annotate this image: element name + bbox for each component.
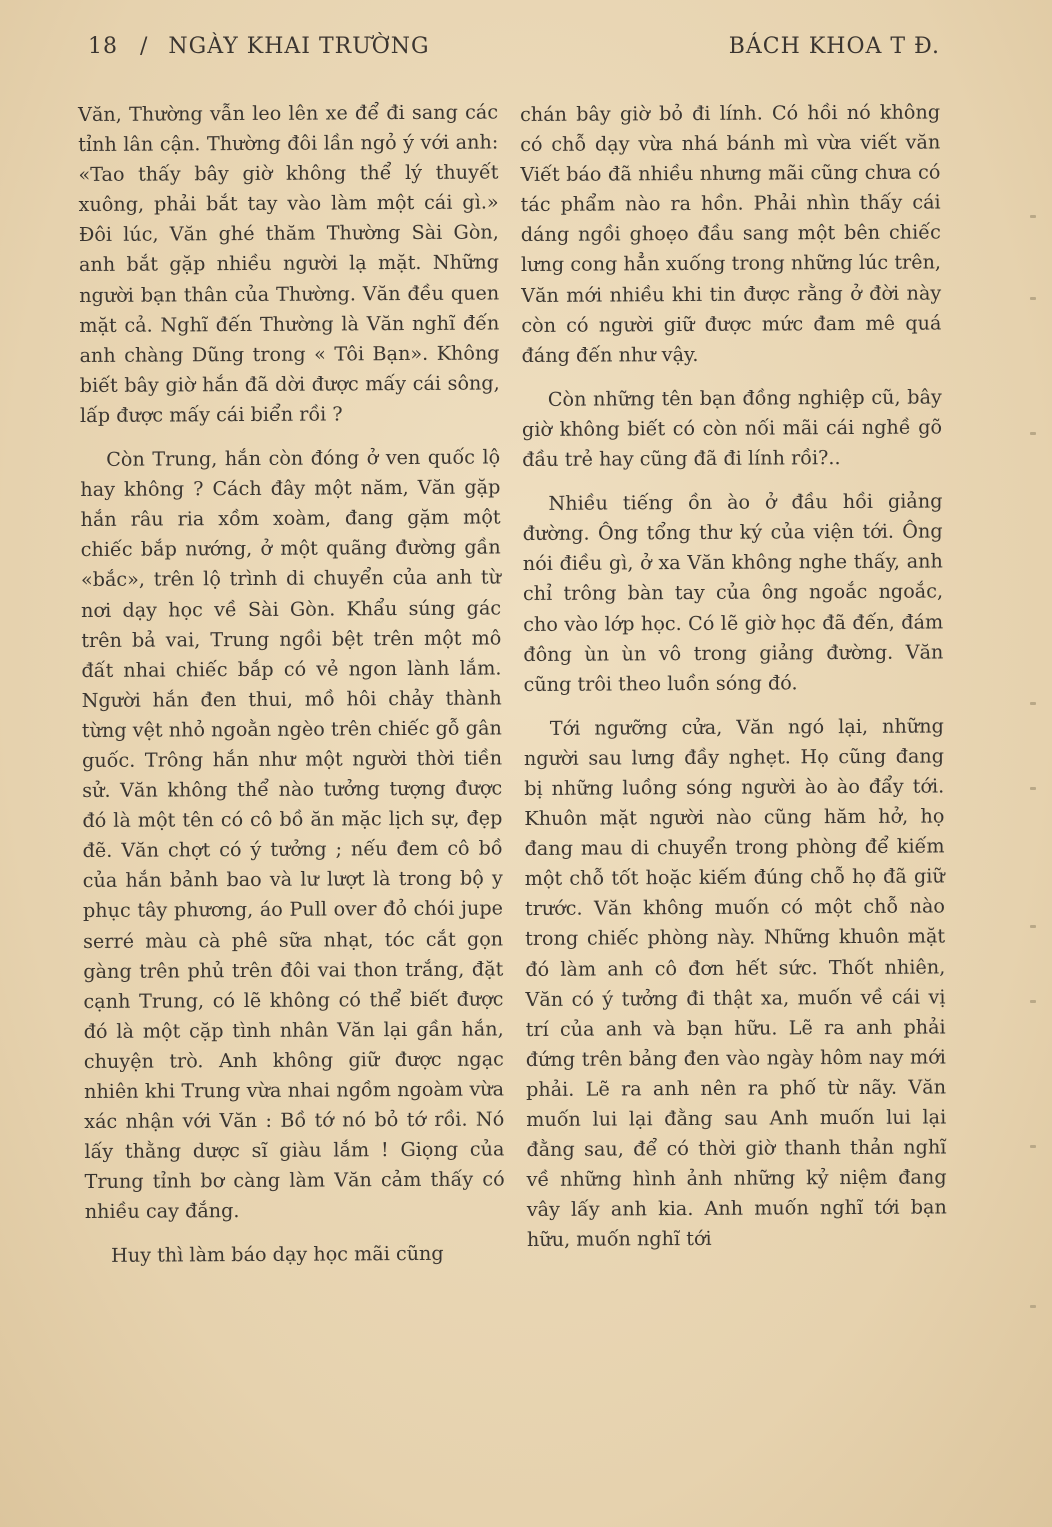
margin-speck [1030,1000,1036,1003]
left-column [78,97,505,1285]
section-title: NGÀY KHAI TRƯỜNG [168,34,430,59]
publication-name: BÁCH KHOA T Đ. [728,34,940,59]
right-column [520,97,947,1269]
margin-speck [1030,432,1036,435]
margin-speck [1030,1305,1036,1308]
header-left [88,34,430,59]
right-paragraph-1: chán bây giờ bỏ đi lính. Có hồi nó không có chỗ dạy vừa nhá bánh mì vừa viết văn Viết báo đã nhiều nhưng mãi cũng chưa có tác phẩm nào ra hồn. Phải nhìn thấy cái dáng ngồi ghoẹo đầu sang một bên chiếc lưng cong hẳn xuống trong những lúc trên, Văn mới nhiều khi tin được rằng ở đời này còn có người giữ được mức đam mê quá đáng đến như vậy. [520,100,942,367]
margin-speck [1030,297,1036,300]
header-separator: / [140,34,149,59]
margin-speck [1030,215,1036,218]
margin-speck [1030,702,1036,705]
margin-speck [1030,1145,1036,1148]
left-paragraph-1: Văn, Thường vẫn leo lên xe để đi sang các tỉnh lân cận. Thường đôi lần ngỏ ý với anh: «Tao thấy bây giờ không thể lý thuyết xuông, phải bắt tay vào làm một cái gì.» Đôi lúc, Văn ghé thăm Thường Sài Gòn, anh bắt gặp nhiều người lạ mặt. Những người bạn thân của Thường. Văn đều quen mặt cả. Nghĩ đến Thường là Văn nghĩ đến anh chàng Dũng trong « Tôi Bạn». Không biết bây giờ hắn đã dời được mấy cái sông, lấp được mấy cái biển rồi ? [78,100,500,427]
page-header [88,30,940,70]
margin-speck [1030,925,1036,928]
right-paragraph-4: Tới ngưỡng cửa, Văn ngó lại, những người sau lưng đầy nghẹt. Họ cũng đang bị những luồng sóng người ào ào đẩy tới. Khuôn mặt người nào cũng hăm hở, họ đang mau di chuyển trong phòng để kiếm một chỗ tốt hoặc kiếm đúng chỗ họ đã giữ trước. Văn không muốn có một chỗ nào trong chiếc phòng này. Những khuôn mặt đó làm anh cô đơn hết sức. Thốt nhiên, Văn có ý tưởng đi thật xa, muốn về cái vị trí của anh và bạn hữu. Lẽ ra anh phải đứng trên bảng đen vào ngày hôm nay mới phải. Lẽ ra anh nên ra phố từ nãy. Văn muốn lui lại đằng sau Anh muốn lui lại đằng sau, để có thời giờ thanh thản nghĩ về những hình ảnh những kỷ niệm đang vây lấy anh kia. Anh muốn nghĩ tới bạn hữu, muốn nghĩ tới [523,714,947,1252]
left-paragraph-3: Huy thì làm báo dạy học mãi cũng [110,1242,444,1268]
margin-speck [1030,787,1036,790]
right-paragraph-2: Còn những tên bạn đồng nghiệp cũ, bây giờ không biết có còn nối mãi cái nghề gõ đầu trẻ hay cũng đã đi lính rồi?.. [521,385,943,472]
right-paragraph-3: Nhiều tiếng ồn ào ở đầu hồi giảng đường. Ông tổng thư ký của viện tới. Ông nói điều gì, ở xa Văn không nghe thấy, anh chỉ trông bàn tay của ông ngoắc ngoắc, cho vào lớp học. Có lẽ giờ học đã đến, đám đông ùn ùn vô trong giảng đường. Văn cũng trôi theo luồn sóng đó. [522,489,944,696]
left-paragraph-2: Còn Trung, hắn còn đóng ở ven quốc lộ hay không ? Cách đây một năm, Văn gặp hắn râu ria xồm xoàm, đang gặm một chiếc bắp nướng, ở một quãng đường gần «bắc», trên lộ trình di chuyển của anh từ nơi dạy học về Sài Gòn. Khẩu súng gác trên bả vai, Trung ngồi bệt trên một mô đất nhai chiếc bắp có vẻ ngon lành lắm. Người hắn đen thui, mồ hôi chảy thành từng vệt nhỏ ngoằn ngèo trên chiếc gỗ gân guốc. Trông hắn như một người thời tiền sử. Văn không thể nào tưởng tượng được đó là một tên có cô bồ ăn mặc lịch sự, đẹp đẽ. Văn chợt có ý tưởng ; nếu đem cô bồ của hắn bảnh bao và lư lượt là trong bộ y phục tây phương, áo Pull over đỏ chói jupe serré màu cà phê sữa nhạt, tóc cắt gọn gàng trên phủ trên đôi vai thon trắng, đặt cạnh Trung, có lẽ không có thể biết được đó là một cặp tình nhân Văn lại gần hắn, chuyện trò. Anh không giữ được ngạc nhiên khi Trung vừa nhai ngồm ngoàm vừa xác nhận với Văn : Bồ tớ nó bỏ tớ rồi. Nó lấy thằng dược sĩ giàu lắm ! Giọng của Trung tỉnh bơ càng làm Văn cảm thấy có nhiều cay đắng. [80,445,505,1224]
page-number: 18 [88,34,118,59]
